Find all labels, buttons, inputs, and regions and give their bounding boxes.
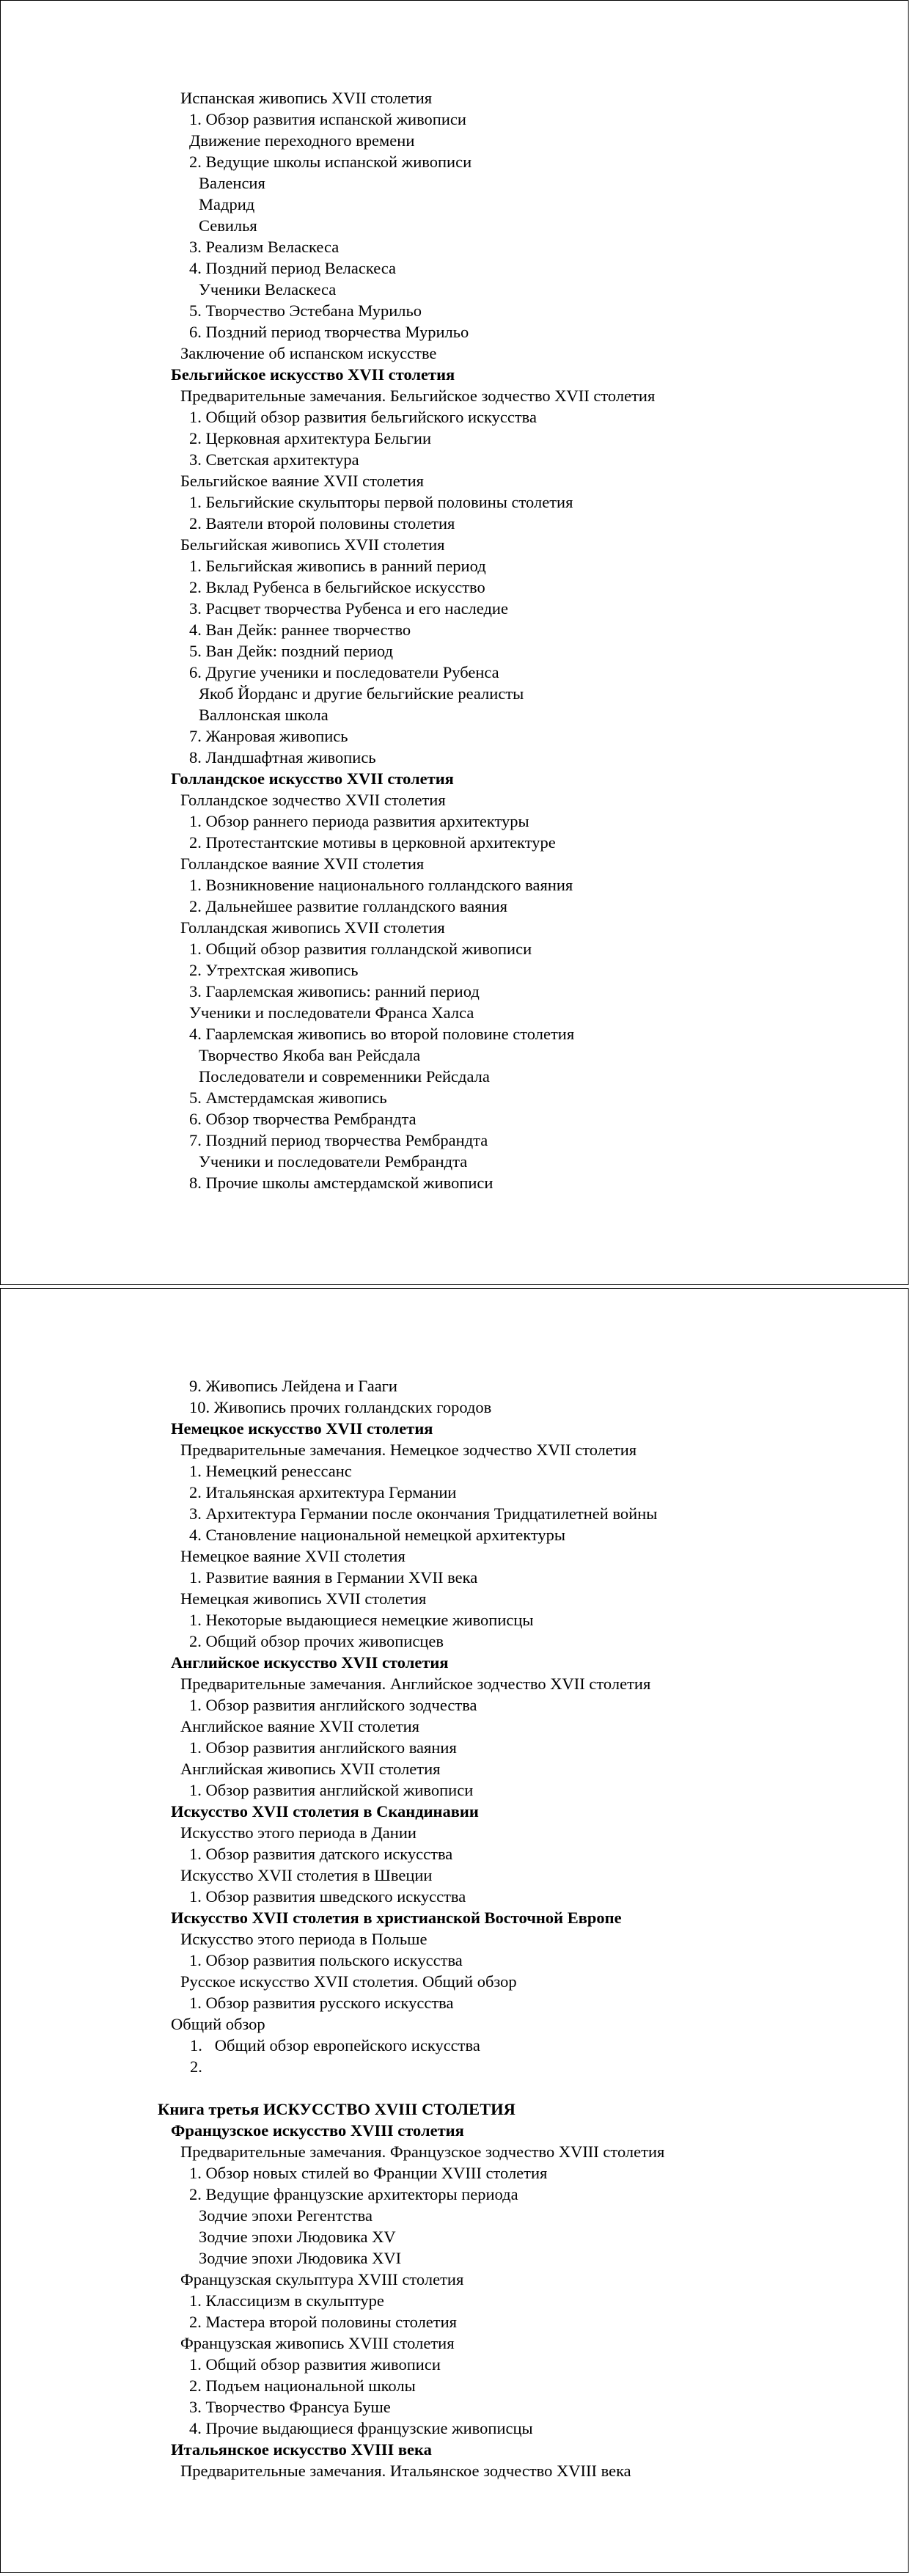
toc-entry: Зодчие эпохи Людовика XVI [199,2249,402,2267]
toc-entry: 6. Обзор творчества Рембрандта [189,1110,417,1128]
toc-entry: 5. Творчество Эстебана Мурильо [189,301,422,320]
toc-entry: 8. Ландшафтная живопись [189,748,376,766]
toc-entry: 7. Жанровая живопись [189,727,348,745]
toc-entry: 5. Ван Дейк: поздний период [189,642,393,660]
toc-entry: 1. Некоторые выдающиеся немецкие живописцы [189,1611,534,1629]
toc-section-heading: Искусство этого периода в Польше [180,1930,428,1948]
toc-section-heading: Искусство этого периода в Дании [180,1823,417,1842]
toc-chapter-heading: Английское искусство XVII столетия [171,1653,449,1672]
toc-entry: Валенсия [199,174,265,192]
toc-entry: 3. Гаарлемская живопись: ранний период [189,982,480,1000]
toc-section-heading: Английское ваяние XVII столетия [180,1717,419,1735]
toc-section-heading: Русское искусство XVII столетия. Общий обзор [180,1972,517,1991]
toc-entry: 1. Обзор развития шведского искусства [189,1887,466,1906]
toc-entry: 2. Вклад Рубенса в бельгийское искусство [189,578,485,596]
toc-section-heading: Голландское ваяние XVII столетия [180,855,425,873]
toc-entry: 4. Ван Дейк: раннее творчество [189,621,411,639]
toc-entry: Творчество Якоба ван Рейсдала [199,1046,421,1064]
toc-section-heading: Искусство XVII столетия в Швеции [180,1866,433,1884]
toc-entry: 4. Поздний период Веласкеса [189,259,397,277]
toc-entry: 1. Обзор новых стилей во Франции XVIII столетия [189,2164,548,2182]
toc-entry: 1. Обзор раннего периода развития архитектуры [189,812,529,830]
toc-entry: 1. Обзор развития испанской живописи [189,110,466,128]
toc-entry: 1. Развитие ваяния в Германии XVII века [189,1568,478,1587]
toc-entry: 1. Общий обзор европейского искусства [190,2036,480,2054]
toc-section-heading: Заключение об испанском искусстве [180,344,437,362]
toc-entry: 2. Мастера второй половины столетия [189,2313,458,2331]
toc-entry: 2. [190,2057,202,2076]
toc-entry: Зодчие эпохи Регентства [199,2206,373,2225]
toc-section-heading: Голландская живопись XVII столетия [180,918,445,937]
toc-entry: 6. Поздний период творчества Мурильо [189,323,469,341]
toc-entry: 1. Общий обзор развития голландской живописи [189,940,532,958]
toc-entry: Мадрид [199,195,255,213]
toc-section-heading: Предварительные замечания. Французское зодчество XVIII столетия [180,2143,665,2161]
toc-entry: 1. Немецкий ренессанс [189,1462,352,1480]
toc-entry: Последователи и современники Рейсдала [199,1067,490,1086]
toc-entry: 4. Гаарлемская живопись во второй половине столетия [189,1025,575,1043]
toc-entry: 2. Ведущие школы испанской живописи [189,153,472,171]
toc-chapter-heading: Итальянское искусство XVIII века [171,2440,432,2459]
toc-entry: 8. Прочие школы амстердамской живописи [189,1174,493,1192]
toc-entry: 3. Реализм Веласкеса [189,238,340,256]
toc-entry: 5. Амстердамская живопись [189,1088,387,1107]
toc-entry: 1. Бельгийские скульпторы первой половины столетия [189,493,573,511]
toc-entry: 2. Общий обзор прочих живописцев [189,1632,444,1650]
toc-entry: 3. Архитектура Германии после окончания Тридцатилетней войны [189,1504,658,1523]
toc-entry: 2. Протестантские мотивы в церковной архитектуре [189,833,556,852]
toc-section-heading: Общий обзор [171,2015,265,2033]
toc-entry: Севилья [199,216,257,235]
document-page-1 [0,0,909,1285]
toc-entry: Зодчие эпохи Людовика XV [199,2228,396,2246]
toc-book-heading: Книга третья ИСКУССТВО XVIII СТОЛЕТИЯ [158,2100,515,2118]
toc-entry: 2. Церковная архитектура Бельгии [189,429,431,447]
toc-entry: Ученики и последователи Рембрандта [199,1152,468,1171]
toc-entry: 2. Утрехтская живопись [189,961,359,979]
table-of-contents [1,87,655,1193]
toc-entry: 1. Бельгийская живопись в ранний период [189,557,486,575]
toc-entry: Валлонская школа [199,706,329,724]
toc-entry: 6. Другие ученики и последователи Рубенса [189,663,499,681]
toc-section-heading: Предварительные замечания. Немецкое зодчество XVII столетия [180,1441,637,1459]
toc-section-heading: Предварительные замечания. Бельгийское зодчество XVII столетия [180,387,656,405]
toc-entry: 4. Становление национальной немецкой архитектуры [189,1526,565,1544]
toc-chapter-heading: Французское искусство XVIII столетия [171,2121,464,2140]
toc-entry: Якоб Йорданс и другие бельгийские реалисты [199,684,524,703]
toc-entry: 2. Ваятели второй половины столетия [189,514,455,533]
toc-entry: 1. Обзор развития английского зодчества [189,1696,477,1714]
toc-chapter-heading: Искусство XVII столетия в Скандинавии [171,1802,479,1821]
blank-line [1,2077,664,2099]
toc-section-heading: Французская живопись XVIII столетия [180,2334,455,2352]
toc-section-heading: Французская скульптура XVIII столетия [180,2270,464,2288]
toc-entry: 3. Творчество Франсуа Буше [189,2398,391,2416]
toc-entry: Ученики и последователи Франса Халса [189,1003,474,1022]
toc-chapter-heading: Голландское искусство XVII столетия [171,769,454,788]
toc-entry: 3. Светская архитектура [189,450,359,469]
toc-section-heading: Английская живопись XVII столетия [180,1760,441,1778]
toc-entry: 2. Подъем национальной школы [189,2376,416,2395]
toc-chapter-heading: Немецкое искусство XVII столетия [171,1419,433,1438]
toc-entry: 1. Классицизм в скульптуре [189,2291,384,2310]
toc-entry: Движение переходного времени [189,131,415,150]
toc-section-heading: Немецкое ваяние XVII столетия [180,1547,406,1565]
toc-section-heading: Предварительные замечания. Итальянское зодчество XVIII века [180,2462,631,2480]
toc-entry: 7. Поздний период творчества Рембрандта [189,1131,488,1149]
toc-entry: 3. Расцвет творчества Рубенса и его наследие [189,599,508,618]
toc-entry: 2. Дальнейшее развитие голландского ваяния [189,897,508,915]
toc-entry: 1. Обзор развития русского искусства [189,1994,454,2012]
toc-entry: 1. Общий обзор развития бельгийского искусства [189,408,537,426]
toc-entry: 9. Живопись Лейдена и Гааги [189,1377,397,1395]
toc-entry: 1. Обзор развития польского искусства [189,1951,463,1969]
toc-entry: 1. Обзор развития датского искусства [189,1845,453,1863]
toc-entry: 1. Возникновение национального голландского ваяния [189,876,573,894]
toc-entry: 1. Общий обзор развития живописи [189,2355,441,2374]
toc-entry: 2. Итальянская архитектура Германии [189,1483,457,1501]
toc-entry: 4. Прочие выдающиеся французские живописцы [189,2419,533,2437]
toc-section-heading: Бельгийское ваяние XVII столетия [180,472,424,490]
toc-section-heading: Предварительные замечания. Английское зодчество XVII столетия [180,1675,651,1693]
toc-section-heading: Испанская живопись XVII столетия [180,89,433,107]
toc-section-heading: Немецкая живопись XVII столетия [180,1589,427,1608]
toc-entry: 2. Ведущие французские архитекторы периода [189,2185,518,2203]
table-of-contents [1,1375,664,2481]
toc-entry: 10. Живопись прочих голландских городов [189,1398,492,1416]
toc-entry: Ученики Веласкеса [199,280,337,299]
toc-entry: 1. Обзор развития английской живописи [189,1781,474,1799]
toc-chapter-heading: Бельгийское искусство XVII столетия [171,365,455,384]
toc-entry: 1. Обзор развития английского ваяния [189,1738,457,1757]
toc-section-heading: Голландское зодчество XVII столетия [180,791,446,809]
toc-section-heading: Бельгийская живопись XVII столетия [180,535,445,554]
toc-chapter-heading: Искусство XVII столетия в христианской Восточной Европе [171,1909,622,1927]
document-page-2 [0,1288,909,2573]
